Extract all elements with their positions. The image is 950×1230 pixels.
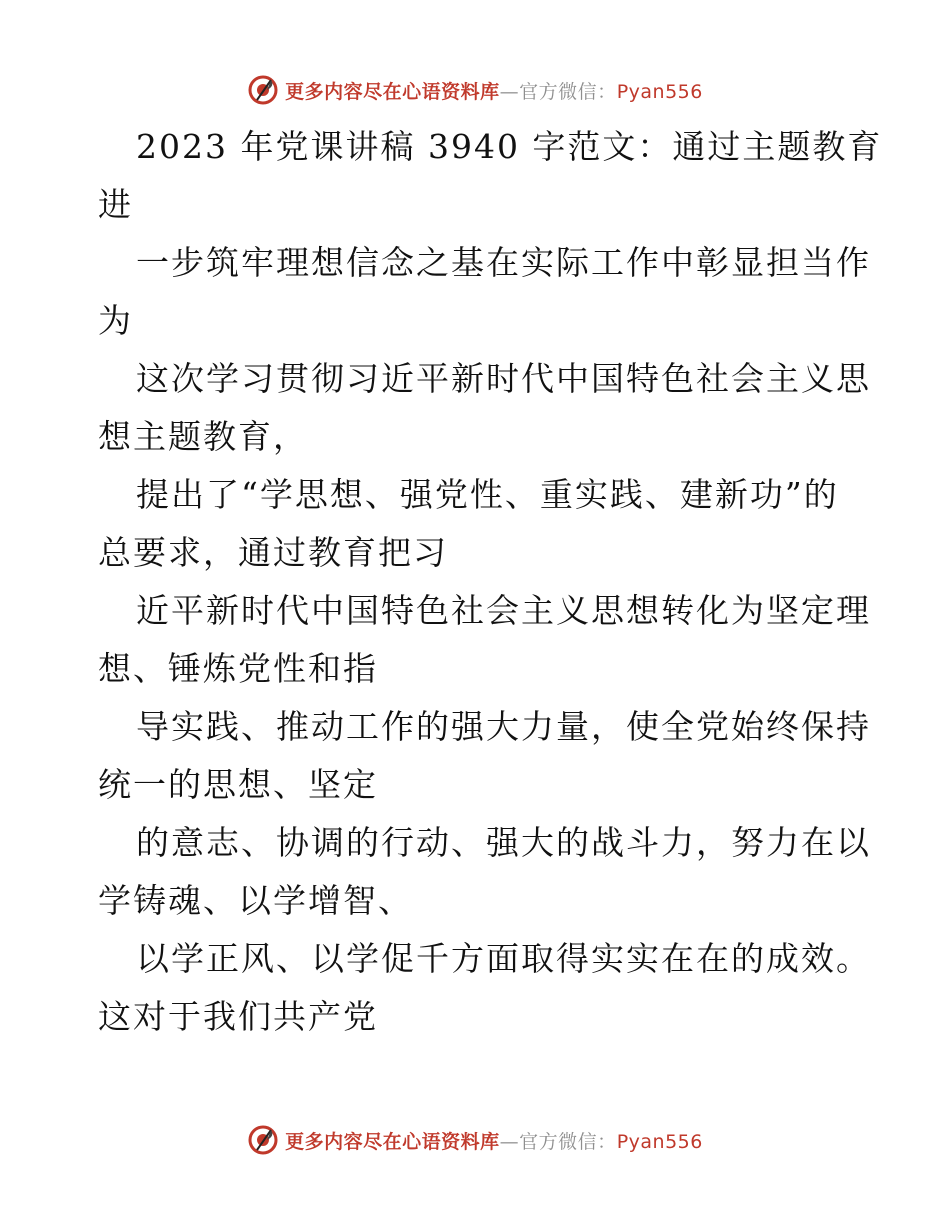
feather-logo-icon: [247, 74, 279, 106]
text-line: 以学正风、以学促千方面取得实实在在的成效。: [136, 939, 871, 978]
text-line: 这次学习贯彻习近平新时代中国特色社会主义思: [136, 359, 871, 398]
text-line: 2023 年党课讲稿 3940 字范文：通过主题教育: [136, 127, 883, 166]
text-line: 为: [98, 301, 133, 340]
text-line: 总要求，通过教育把习: [98, 533, 448, 572]
document-body: [98, 118, 883, 1046]
watermark-brand: 更多内容尽在心语资料库: [285, 80, 500, 103]
text-line: 一步筑牢理想信念之基在实际工作中彰显担当作: [136, 243, 871, 282]
text-line: 近平新时代中国特色社会主义思想转化为坚定理: [136, 591, 871, 630]
text-line: 想主题教育，: [98, 417, 308, 456]
watermark-label: 官方微信：: [519, 80, 617, 103]
watermark-brand: 更多内容尽在心语资料库: [285, 1130, 500, 1153]
watermark-wechat-id: Pyan556: [616, 1130, 703, 1153]
text-line: 统一的思想、坚定: [98, 765, 378, 804]
feather-logo-icon: [247, 1124, 279, 1156]
watermark-separator: —: [499, 80, 520, 103]
text-line: 的意志、协调的行动、强大的战斗力，努力在以: [136, 823, 871, 862]
text-line: 想、锤炼党性和指: [98, 649, 378, 688]
text-line: 导实践、推动工作的强大力量，使全党始终保持: [136, 707, 871, 746]
text-line: 学铸魂、以学增智、: [98, 881, 413, 920]
text-line: 这对于我们共产党: [98, 997, 378, 1036]
text-line: 提出了“学思想、强党性、重实践、建新功”的: [136, 475, 839, 514]
footer-watermark: [0, 1120, 950, 1160]
watermark-separator: —: [499, 1130, 520, 1153]
watermark-wechat-id: Pyan556: [616, 80, 703, 103]
header-watermark: [0, 70, 950, 110]
text-line: 进: [98, 185, 133, 224]
watermark-label: 官方微信：: [519, 1130, 617, 1153]
